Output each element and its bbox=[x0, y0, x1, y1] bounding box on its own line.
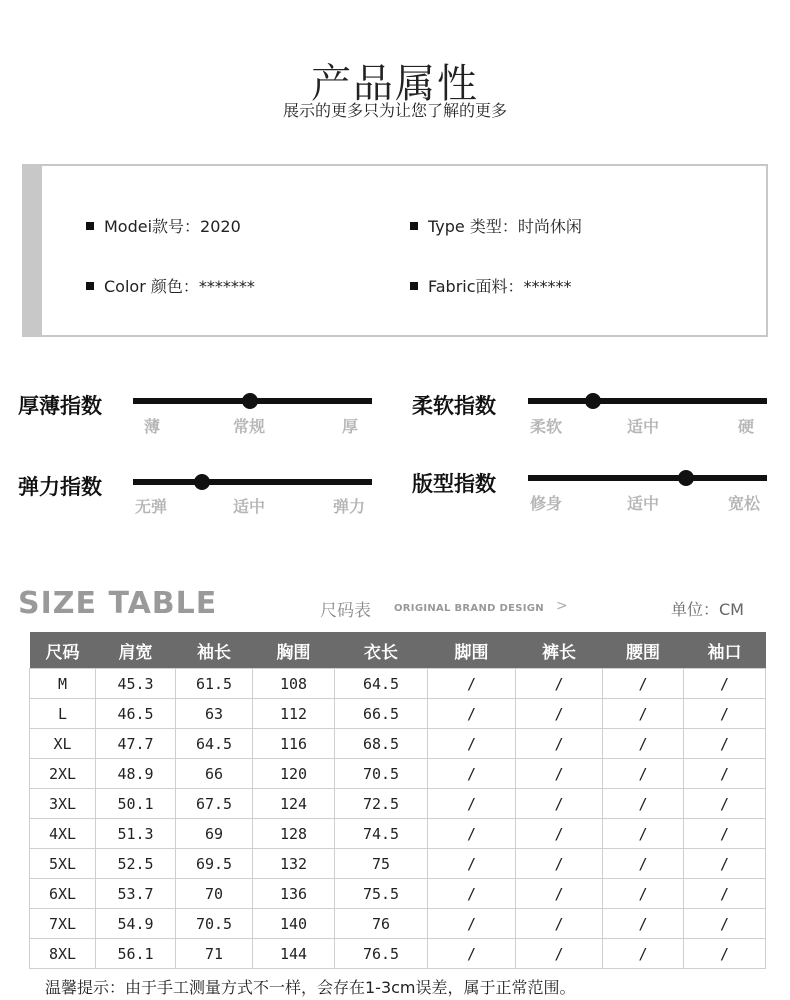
attr-model-text: Modei款号：2020 bbox=[104, 217, 241, 236]
table-cell: / bbox=[516, 819, 603, 849]
table-cell: / bbox=[684, 789, 766, 819]
table-cell: 116 bbox=[253, 729, 335, 759]
size-table-header-cell: 脚围 bbox=[428, 632, 516, 669]
table-cell: / bbox=[516, 759, 603, 789]
attr-color-text: Color 颜色：******* bbox=[104, 277, 255, 296]
table-cell: / bbox=[684, 759, 766, 789]
table-cell: 128 bbox=[253, 819, 335, 849]
elasticity-tick-medium: 适中 bbox=[233, 497, 266, 516]
table-cell: / bbox=[684, 939, 766, 969]
table-row bbox=[30, 909, 766, 939]
table-row bbox=[30, 729, 766, 759]
table-cell: / bbox=[428, 909, 516, 939]
elasticity-index-marker bbox=[194, 474, 210, 490]
table-cell: 3XL bbox=[30, 789, 96, 819]
attr-fabric bbox=[410, 274, 572, 297]
attr-type bbox=[410, 214, 582, 237]
table-cell: / bbox=[516, 669, 603, 699]
table-cell: / bbox=[603, 939, 684, 969]
table-cell: / bbox=[684, 669, 766, 699]
attribute-panel bbox=[22, 164, 768, 337]
softness-tick-soft: 柔软 bbox=[530, 417, 563, 436]
table-cell: 4XL bbox=[30, 819, 96, 849]
size-table-title: SIZE TABLE bbox=[18, 586, 218, 621]
table-cell: 74.5 bbox=[335, 819, 428, 849]
table-cell: / bbox=[603, 699, 684, 729]
softness-index-track bbox=[528, 398, 767, 404]
page-title: 产品属性 bbox=[311, 61, 479, 107]
table-cell: / bbox=[428, 729, 516, 759]
chevron-right-icon: > bbox=[556, 598, 568, 614]
page-subtitle: 展示的更多只为让您了解的更多 bbox=[282, 101, 507, 120]
table-cell: 136 bbox=[253, 879, 335, 909]
table-cell: / bbox=[428, 759, 516, 789]
size-table-header-cell: 腰围 bbox=[603, 632, 684, 669]
table-cell: 70.5 bbox=[176, 909, 253, 939]
size-table-header-cell: 胸围 bbox=[253, 632, 335, 669]
table-cell: 5XL bbox=[30, 849, 96, 879]
table-cell: 54.9 bbox=[96, 909, 176, 939]
thickness-tick-thin: 薄 bbox=[144, 417, 161, 436]
size-table-header-cell: 袖口 bbox=[684, 632, 766, 669]
thickness-tick-normal: 常规 bbox=[233, 417, 266, 436]
table-cell: 6XL bbox=[30, 879, 96, 909]
table-cell: / bbox=[603, 759, 684, 789]
table-cell: 46.5 bbox=[96, 699, 176, 729]
table-cell: 56.1 bbox=[96, 939, 176, 969]
table-cell: / bbox=[516, 879, 603, 909]
elasticity-tick-stretch: 弹力 bbox=[333, 497, 366, 516]
table-cell: / bbox=[684, 879, 766, 909]
table-cell: 76.5 bbox=[335, 939, 428, 969]
fit-tick-medium: 适中 bbox=[627, 494, 660, 513]
table-cell: / bbox=[603, 909, 684, 939]
table-row bbox=[30, 759, 766, 789]
attr-type-text: Type 类型：时尚休闲 bbox=[428, 217, 582, 236]
table-cell: / bbox=[603, 849, 684, 879]
table-cell: / bbox=[684, 909, 766, 939]
table-row bbox=[30, 789, 766, 819]
thickness-index-marker bbox=[242, 393, 258, 409]
table-row bbox=[30, 849, 766, 879]
attr-color bbox=[86, 274, 255, 297]
softness-tick-hard: 硬 bbox=[738, 417, 755, 436]
size-table-header-cell: 裤长 bbox=[516, 632, 603, 669]
size-table-header-cell: 袖长 bbox=[176, 632, 253, 669]
table-cell: XL bbox=[30, 729, 96, 759]
table-cell: 140 bbox=[253, 909, 335, 939]
table-cell: 61.5 bbox=[176, 669, 253, 699]
table-cell: / bbox=[428, 669, 516, 699]
table-cell: 72.5 bbox=[335, 789, 428, 819]
table-row bbox=[30, 669, 766, 699]
table-cell: 52.5 bbox=[96, 849, 176, 879]
table-cell: 53.7 bbox=[96, 879, 176, 909]
table-cell: 63 bbox=[176, 699, 253, 729]
table-row bbox=[30, 939, 766, 969]
table-cell: 7XL bbox=[30, 909, 96, 939]
table-cell: 67.5 bbox=[176, 789, 253, 819]
table-cell: 47.7 bbox=[96, 729, 176, 759]
thickness-index-label: 厚薄指数 bbox=[18, 394, 102, 418]
table-cell: 75 bbox=[335, 849, 428, 879]
table-cell: / bbox=[603, 789, 684, 819]
table-cell: 70.5 bbox=[335, 759, 428, 789]
table-cell: 2XL bbox=[30, 759, 96, 789]
table-cell: / bbox=[428, 789, 516, 819]
elasticity-index-track bbox=[133, 479, 372, 485]
table-cell: L bbox=[30, 699, 96, 729]
size-table-cn-title: 尺码表 bbox=[320, 601, 371, 621]
bullet-square-icon bbox=[86, 222, 94, 230]
table-cell: / bbox=[516, 909, 603, 939]
table-cell: / bbox=[428, 939, 516, 969]
table-cell: 45.3 bbox=[96, 669, 176, 699]
table-cell: / bbox=[603, 729, 684, 759]
table-cell: 124 bbox=[253, 789, 335, 819]
table-cell: / bbox=[428, 819, 516, 849]
table-cell: / bbox=[516, 849, 603, 879]
table-cell: 112 bbox=[253, 699, 335, 729]
table-cell: / bbox=[428, 849, 516, 879]
thickness-tick-thick: 厚 bbox=[342, 417, 359, 436]
fit-tick-slim: 修身 bbox=[530, 494, 563, 513]
table-cell: / bbox=[684, 849, 766, 879]
table-cell: / bbox=[516, 699, 603, 729]
table-row bbox=[30, 699, 766, 729]
table-cell: / bbox=[516, 729, 603, 759]
table-cell: 50.1 bbox=[96, 789, 176, 819]
size-table bbox=[29, 632, 766, 969]
bullet-square-icon bbox=[86, 282, 94, 290]
table-cell: M bbox=[30, 669, 96, 699]
attribute-panel-accent-bar bbox=[24, 166, 42, 335]
softness-index-label: 柔软指数 bbox=[412, 394, 496, 418]
softness-index-marker bbox=[585, 393, 601, 409]
table-cell: 132 bbox=[253, 849, 335, 879]
table-cell: / bbox=[684, 729, 766, 759]
table-cell: / bbox=[428, 699, 516, 729]
table-row bbox=[30, 879, 766, 909]
table-cell: / bbox=[428, 879, 516, 909]
table-cell: / bbox=[603, 819, 684, 849]
table-cell: / bbox=[603, 879, 684, 909]
table-cell: 64.5 bbox=[335, 669, 428, 699]
fit-tick-loose: 宽松 bbox=[728, 494, 761, 513]
table-cell: / bbox=[603, 669, 684, 699]
table-cell: 120 bbox=[253, 759, 335, 789]
attr-model bbox=[86, 214, 241, 237]
thickness-index-track bbox=[133, 398, 372, 404]
table-row bbox=[30, 819, 766, 849]
table-cell: 69.5 bbox=[176, 849, 253, 879]
fit-index-track bbox=[528, 475, 767, 481]
table-cell: / bbox=[684, 819, 766, 849]
table-cell: / bbox=[516, 939, 603, 969]
table-cell: 70 bbox=[176, 879, 253, 909]
table-cell: 75.5 bbox=[335, 879, 428, 909]
table-cell: 8XL bbox=[30, 939, 96, 969]
table-cell: 68.5 bbox=[335, 729, 428, 759]
unit-label: 单位：CM bbox=[671, 600, 744, 619]
size-table-header-row bbox=[30, 632, 766, 669]
size-table-body bbox=[30, 669, 766, 969]
brand-design-label: ORIGINAL BRAND DESIGN bbox=[394, 603, 544, 614]
size-table-header-cell: 衣长 bbox=[335, 632, 428, 669]
table-cell: 66 bbox=[176, 759, 253, 789]
table-cell: / bbox=[516, 789, 603, 819]
fit-index-marker bbox=[678, 470, 694, 486]
table-cell: / bbox=[684, 699, 766, 729]
measurement-note: 温馨提示：由于手工测量方式不一样，会存在1-3cm误差，属于正常范围。 bbox=[45, 978, 576, 997]
table-cell: 108 bbox=[253, 669, 335, 699]
table-cell: 144 bbox=[253, 939, 335, 969]
table-cell: 51.3 bbox=[96, 819, 176, 849]
softness-tick-medium: 适中 bbox=[627, 417, 660, 436]
size-table-header-cell: 肩宽 bbox=[96, 632, 176, 669]
elasticity-tick-none: 无弹 bbox=[135, 497, 168, 516]
table-cell: 64.5 bbox=[176, 729, 253, 759]
table-cell: 69 bbox=[176, 819, 253, 849]
table-cell: 66.5 bbox=[335, 699, 428, 729]
bullet-square-icon bbox=[410, 222, 418, 230]
size-table-header-cell: 尺码 bbox=[30, 632, 96, 669]
elasticity-index-label: 弹力指数 bbox=[18, 475, 102, 499]
table-cell: 71 bbox=[176, 939, 253, 969]
attr-fabric-text: Fabric面料：****** bbox=[428, 277, 572, 296]
bullet-square-icon bbox=[410, 282, 418, 290]
fit-index-label: 版型指数 bbox=[412, 472, 496, 496]
table-cell: 76 bbox=[335, 909, 428, 939]
table-cell: 48.9 bbox=[96, 759, 176, 789]
